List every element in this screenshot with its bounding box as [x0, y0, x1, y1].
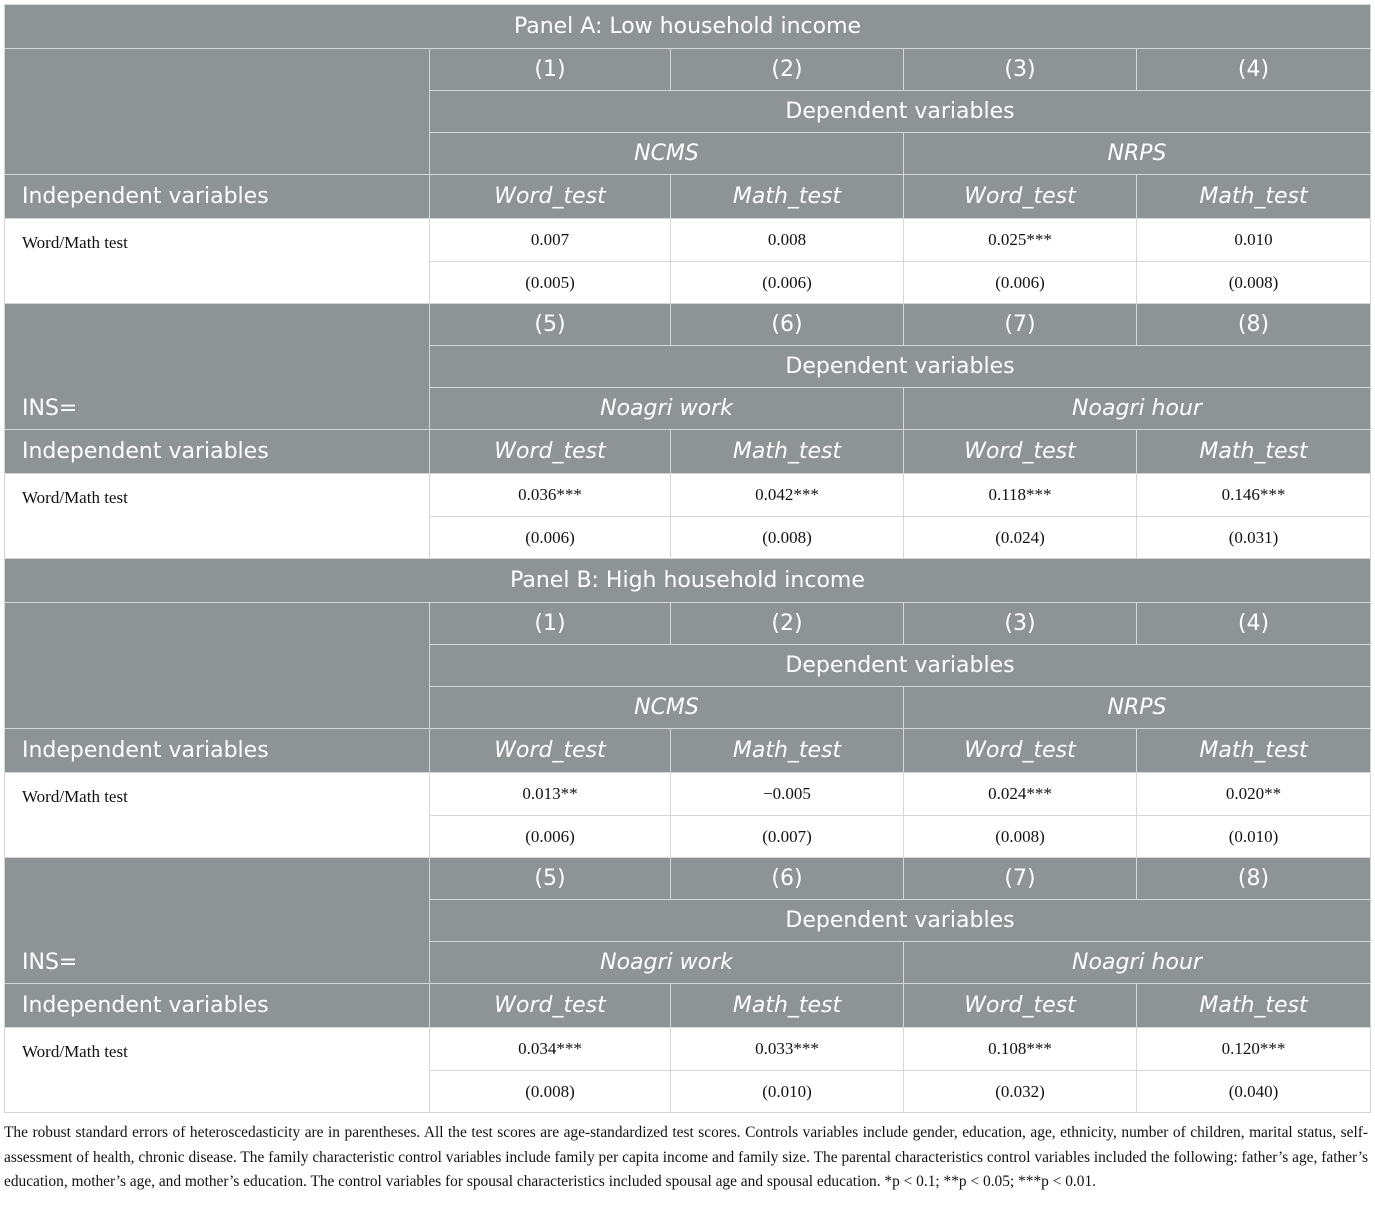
coefficient-cell: 0.108*** — [904, 1028, 1137, 1071]
test-label: Word_test — [430, 175, 671, 219]
standard-error-cell: (0.040) — [1137, 1071, 1371, 1113]
test-header-row — [5, 729, 1371, 773]
test-label: Math_test — [671, 430, 904, 474]
standard-error-cell: (0.006) — [430, 816, 671, 858]
coefficient-cell: 0.120*** — [1137, 1028, 1371, 1071]
independent-variables-label: Independent variables — [5, 430, 430, 474]
column-number-row — [5, 49, 1371, 91]
coefficient-cell: 0.008 — [671, 219, 904, 262]
column-number-row — [5, 858, 1371, 900]
dependent-variables-label: Dependent variables — [430, 91, 1371, 133]
standard-error-cell: (0.010) — [1137, 816, 1371, 858]
independent-variables-label: Independent variables — [5, 175, 430, 219]
column-number: (7) — [904, 304, 1137, 346]
column-number: (5) — [430, 304, 671, 346]
test-label: Math_test — [1137, 729, 1371, 773]
column-number: (6) — [671, 304, 904, 346]
group-label: Noagri hour — [904, 388, 1371, 430]
coefficient-cell: 0.025*** — [904, 219, 1137, 262]
coefficient-cell: 0.034*** — [430, 1028, 671, 1071]
test-label: Word_test — [904, 729, 1137, 773]
standard-error-cell: (0.005) — [430, 262, 671, 304]
panel-title: Panel A: Low household income — [5, 5, 1371, 49]
test-label: Math_test — [1137, 175, 1371, 219]
group-label: Noagri hour — [904, 942, 1371, 984]
test-header-row — [5, 430, 1371, 474]
coefficient-cell: 0.010 — [1137, 219, 1371, 262]
column-number: (5) — [430, 858, 671, 900]
column-number: (7) — [904, 858, 1137, 900]
standard-error-cell: (0.024) — [904, 517, 1137, 559]
panel-title-row — [5, 559, 1371, 603]
coefficient-cell: 0.024*** — [904, 773, 1137, 816]
column-number: (6) — [671, 858, 904, 900]
coefficient-row — [5, 1028, 1371, 1071]
coefficient-row — [5, 773, 1371, 816]
test-label: Math_test — [1137, 430, 1371, 474]
ins-label: INS= — [5, 304, 430, 430]
column-number: (4) — [1137, 603, 1371, 645]
coefficient-row — [5, 474, 1371, 517]
column-number: (3) — [904, 603, 1137, 645]
column-number: (8) — [1137, 858, 1371, 900]
group-label: NRPS — [904, 687, 1371, 729]
coefficient-row — [5, 219, 1371, 262]
coefficient-cell: 0.042*** — [671, 474, 904, 517]
panel-title: Panel B: High household income — [5, 559, 1371, 603]
standard-error-cell: (0.007) — [671, 816, 904, 858]
ins-label: INS= — [5, 858, 430, 984]
test-label: Math_test — [671, 729, 904, 773]
standard-error-cell: (0.006) — [904, 262, 1137, 304]
test-label: Word_test — [904, 430, 1137, 474]
row-label: Word/Math test — [5, 773, 430, 858]
column-number: (2) — [671, 49, 904, 91]
standard-error-cell: (0.006) — [671, 262, 904, 304]
independent-variables-label: Independent variables — [5, 729, 430, 773]
panel-title-row — [5, 5, 1371, 49]
column-number: (3) — [904, 49, 1137, 91]
row-label: Word/Math test — [5, 1028, 430, 1113]
regression-table — [4, 4, 1371, 1113]
test-header-row — [5, 175, 1371, 219]
standard-error-cell: (0.006) — [430, 517, 671, 559]
column-number-row — [5, 304, 1371, 346]
column-number: (8) — [1137, 304, 1371, 346]
test-label: Word_test — [430, 430, 671, 474]
test-label: Word_test — [430, 729, 671, 773]
coefficient-cell: 0.036*** — [430, 474, 671, 517]
dependent-variables-label: Dependent variables — [430, 346, 1371, 388]
test-label: Math_test — [671, 175, 904, 219]
test-label: Math_test — [671, 984, 904, 1028]
group-label: Noagri work — [430, 942, 904, 984]
standard-error-cell: (0.031) — [1137, 517, 1371, 559]
coefficient-cell: 0.007 — [430, 219, 671, 262]
standard-error-cell: (0.032) — [904, 1071, 1137, 1113]
group-label: NCMS — [430, 133, 904, 175]
dependent-variables-label: Dependent variables — [430, 645, 1371, 687]
coefficient-cell: 0.146*** — [1137, 474, 1371, 517]
table-footnote: The robust standard errors of heteroscedasticity are in parentheses. All the test scores are age-standardized test scores. Controls variables include gender, education, age, ethnicity, number of children, marital status, self-assessment of health, chronic disease. The family characteristic control variables include family per capita income and family size. The parental characteristics control variables included the following: father’s age, father’s education, mother’s age, and mother’s education. The control variables for spousal characteristics included spousal age and spousal education. *p < 0.1; **p < 0.05; ***p < 0.01. — [4, 1124, 1368, 1190]
group-label: NRPS — [904, 133, 1371, 175]
coefficient-cell: 0.013** — [430, 773, 671, 816]
test-label: Math_test — [1137, 984, 1371, 1028]
coefficient-cell: −0.005 — [671, 773, 904, 816]
standard-error-cell: (0.008) — [430, 1071, 671, 1113]
row-label: Word/Math test — [5, 219, 430, 304]
column-number: (2) — [671, 603, 904, 645]
standard-error-cell: (0.008) — [1137, 262, 1371, 304]
test-label: Word_test — [430, 984, 671, 1028]
test-label: Word_test — [904, 984, 1137, 1028]
column-number: (1) — [430, 49, 671, 91]
dependent-variables-label: Dependent variables — [430, 900, 1371, 942]
independent-variables-label: Independent variables — [5, 984, 430, 1028]
column-number: (4) — [1137, 49, 1371, 91]
standard-error-cell: (0.008) — [904, 816, 1137, 858]
coefficient-cell: 0.033*** — [671, 1028, 904, 1071]
coefficient-cell: 0.020** — [1137, 773, 1371, 816]
test-header-row — [5, 984, 1371, 1028]
group-label: NCMS — [430, 687, 904, 729]
row-label: Word/Math test — [5, 474, 430, 559]
column-number-row — [5, 603, 1371, 645]
standard-error-cell: (0.010) — [671, 1071, 904, 1113]
test-label: Word_test — [904, 175, 1137, 219]
group-label: Noagri work — [430, 388, 904, 430]
coefficient-cell: 0.118*** — [904, 474, 1137, 517]
standard-error-cell: (0.008) — [671, 517, 904, 559]
header-spacer — [5, 49, 430, 175]
header-spacer — [5, 603, 430, 729]
column-number: (1) — [430, 603, 671, 645]
